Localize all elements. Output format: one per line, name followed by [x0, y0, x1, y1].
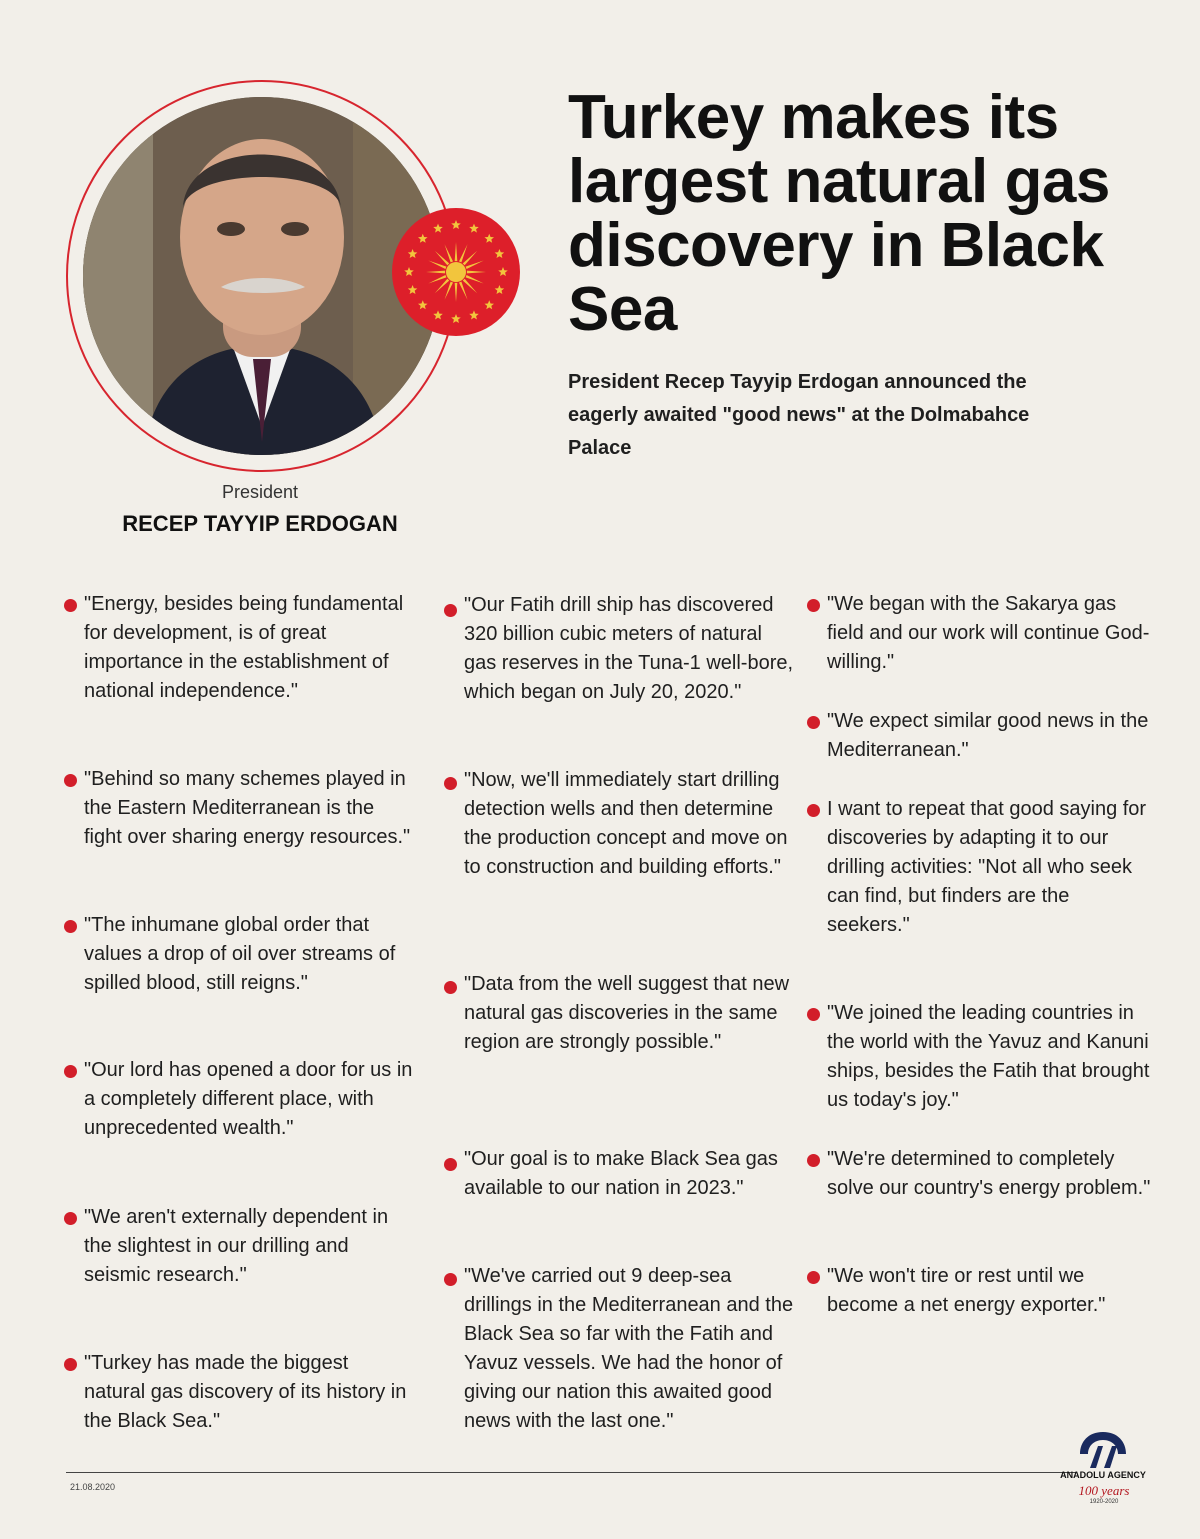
bullet-dot-icon	[807, 1154, 820, 1167]
emblem-star-icon	[495, 249, 505, 258]
quote-item	[444, 970, 796, 1057]
bullet-dot-icon	[807, 599, 820, 612]
quote-text: "We're determined to completely solve our country's energy problem."	[827, 1148, 1151, 1199]
quote-text: "Our Fatih drill ship has discovered 320 billion cubic meters of natural gas reserves in the Tuna-1 well-bore, which began on July 20, 2020."	[464, 594, 794, 703]
bullet-dot-icon	[64, 774, 77, 787]
emblem-star-icon	[451, 220, 461, 229]
quote-item	[807, 707, 1157, 765]
quote-item	[64, 911, 414, 998]
presidential-emblem-icon	[392, 208, 520, 336]
quote-item	[64, 765, 414, 852]
quote-text: "We won't tire or rest until we become a net energy exporter."	[827, 1265, 1106, 1316]
quote-item	[444, 591, 796, 707]
quote-text: "We began with the Sakarya gas field and our work will continue God-willing."	[827, 593, 1150, 673]
quote-item	[64, 1203, 414, 1290]
quote-text: "Turkey has made the biggest natural gas discovery of its history in the Black Sea."	[84, 1352, 407, 1432]
quote-item	[807, 795, 1157, 940]
quote-item	[64, 1056, 414, 1143]
anniversary-range: 1920-2020	[1089, 1499, 1119, 1505]
quote-item	[444, 766, 796, 882]
emblem-star-icon	[408, 285, 418, 294]
quote-text: "Behind so many schemes played in the Eastern Mediterranean is the fight over sharing energy resources."	[84, 768, 411, 848]
bullet-dot-icon	[444, 1158, 457, 1171]
quote-text: "We joined the leading countries in the world with the Yavuz and Kanuni ships, besides the Fatih that brought us today's joy."	[827, 1002, 1150, 1111]
bullet-dot-icon	[807, 804, 820, 817]
emblem-star-icon	[495, 285, 505, 294]
bullet-dot-icon	[64, 599, 77, 612]
emblem-star-icon	[469, 224, 479, 233]
emblem-star-icon	[418, 300, 428, 309]
anniversary-mark	[1064, 1483, 1144, 1505]
publish-date: 21.08.2020	[70, 1482, 116, 1492]
headline: Turkey makes its largest natural gas discovery in Black Sea	[568, 83, 1110, 344]
emblem-star-icon	[451, 314, 461, 323]
quote-item	[807, 1262, 1157, 1320]
quote-text: "Energy, besides being fundamental for development, is of great importance in the establishment of national independence."	[84, 593, 404, 702]
bullet-dot-icon	[807, 716, 820, 729]
bullet-dot-icon	[64, 1212, 77, 1225]
anniversary-label: 100 years	[1078, 1483, 1130, 1498]
president-portrait	[83, 97, 441, 455]
bullet-dot-icon	[64, 1358, 77, 1371]
caption-role: President	[221, 482, 299, 502]
agency-name: ANADOLU AGENCY	[1060, 1470, 1146, 1480]
quote-text: I want to repeat that good saying for discoveries by adapting it to our drilling activities: "Not all who seek can find, but finders are the seekers."	[827, 798, 1147, 936]
emblem-star-icon	[498, 267, 508, 276]
portrait-illustration	[83, 97, 441, 455]
subhead: President Recep Tayyip Erdogan announced the eagerly awaited "good news" at the Dolmabahce Palace	[568, 371, 1030, 459]
bullet-dot-icon	[807, 1008, 820, 1021]
quote-text: "We've carried out 9 deep-sea drillings in the Mediterranean and the Black Sea so far with the Fatih and Yavuz vessels. We had the honor of giving our nation this awaited good news with the last one."	[464, 1265, 794, 1432]
bullet-dot-icon	[807, 1271, 820, 1284]
emblem-star-icon	[484, 300, 494, 309]
quote-text: "We aren't externally dependent in the slightest in our drilling and seismic research."	[84, 1206, 389, 1286]
emblem-star-icon	[418, 234, 428, 243]
emblem-star-icon	[408, 249, 418, 258]
emblem-star-icon	[433, 224, 443, 233]
bullet-dot-icon	[444, 981, 457, 994]
quote-item	[807, 999, 1157, 1115]
quote-item	[807, 590, 1157, 677]
quote-text: "Data from the well suggest that new natural gas discoveries in the same region are strongly possible."	[464, 973, 790, 1053]
bullet-dot-icon	[444, 777, 457, 790]
caption-name: RECEP TAYYIP ERDOGAN	[122, 511, 398, 536]
footer-divider	[66, 1472, 1076, 1473]
quote-item	[444, 1262, 796, 1436]
bullet-dot-icon	[64, 920, 77, 933]
quote-item	[64, 1349, 414, 1436]
quote-text: "Our lord has opened a door for us in a completely different place, with unprecedented wealth."	[84, 1059, 413, 1139]
quote-item	[444, 1145, 796, 1203]
bullet-dot-icon	[444, 604, 457, 617]
emblem-star-icon	[404, 267, 414, 276]
quote-item	[807, 1145, 1157, 1203]
bullet-dot-icon	[444, 1273, 457, 1286]
quote-text: "Our goal is to make Black Sea gas available to our nation in 2023."	[464, 1148, 778, 1199]
quote-text: "Now, we'll immediately start drilling detection wells and then determine the production concept and move on to construction and building efforts."	[464, 769, 788, 878]
bullet-dot-icon	[64, 1065, 77, 1078]
quote-text: "We expect similar good news in the Mediterranean."	[827, 710, 1149, 761]
emblem-star-icon	[484, 234, 494, 243]
emblem-star-icon	[469, 310, 479, 319]
emblem-star-icon	[433, 310, 443, 319]
quote-item	[64, 590, 414, 706]
quote-text: "The inhumane global order that values a drop of oil over streams of spilled blood, still reigns."	[84, 914, 396, 994]
